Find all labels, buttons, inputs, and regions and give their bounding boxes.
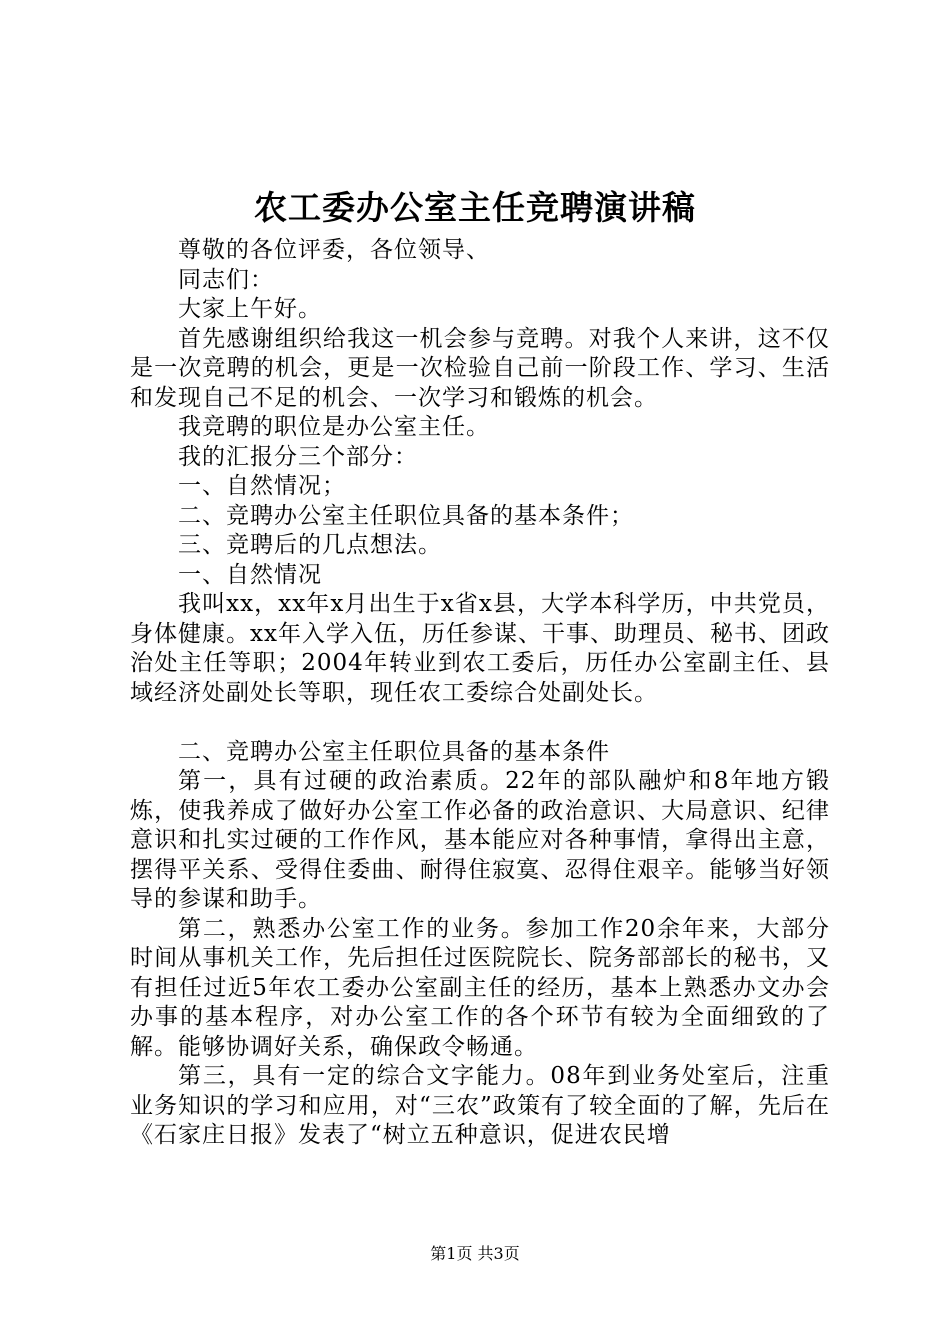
paragraph-intro: 首先感谢组织给我这一机会参与竞聘。对我个人来讲，这不仅是一次竞聘的机会，更是一次检验自己前一阶段工作、学习、生活和发现自己不足的机会、一次学习和锻炼的机会。 [130, 325, 830, 411]
document-title: 农工委办公室主任竞聘演讲稿 [254, 188, 696, 227]
paragraph-outline: 我的汇报分三个部分： [178, 443, 418, 470]
document-body [130, 236, 830, 1151]
paragraph-salutation: 尊敬的各位评委，各位领导、 [178, 237, 490, 263]
paragraph-outline-item-1: 一、自然情况； [178, 473, 346, 499]
paragraph-outline-item-3: 三、竞聘后的几点想法。 [178, 532, 442, 558]
paragraph-position: 我竞聘的职位是办公室主任。 [178, 414, 490, 440]
paragraph-greeting: 大家上午好。 [178, 296, 322, 322]
paragraph-third-condition: 第三，具有一定的综合文字能力。08年到业务处室后，注重业务知识的学习和应用，对“三农”政策有了较全面的了解，先后在《石家庄日报》发表了“树立五种意识，促进农民增 [130, 1063, 830, 1148]
section-heading-2: 二、竞聘办公室主任职位具备的基本条件 [178, 738, 610, 765]
section-heading-1: 一、自然情况 [178, 561, 322, 588]
paragraph-outline-item-2: 二、竞聘办公室主任职位具备的基本条件； [178, 502, 634, 529]
paragraph-gap [130, 708, 830, 738]
page-footer: 第1页 共3页 [430, 1244, 520, 1263]
paragraph-comrades: 同志们： [178, 266, 274, 293]
paragraph-second-condition: 第二，熟悉办公室工作的业务。参加工作20余年来，大部分时间从事机关工作，先后担任过医院院长、院务部部长的秘书，又有担任过近5年农工委办公室副主任的经历，基本上熟悉办文办会办事的基本程序，对办公室工作的各个环节有较为全面细致的了解。能够协调好关系，确保政令畅通。 [130, 915, 830, 1060]
paragraph-first-condition: 第一，具有过硬的政治素质。22年的部队融炉和8年地方锻炼，使我养成了做好办公室工作必备的政治意识、大局意识、纪律意识和扎实过硬的工作作风，基本能应对各种事情，拿得出主意，摆得平关系、受得住委曲、耐得住寂寞、忍得住艰辛。能够当好领导的参谋和助手。 [130, 768, 830, 912]
paragraph-personal-info: 我叫xx，xx年x月出生于x省x县，大学本科学历，中共党员，身体健康。xx年入学入伍，历任参谋、干事、助理员、秘书、团政治处主任等职；2004年转业到农工委后，历任办公室副主任、县域经济处副处长等职，现任农工委综合处副处长。 [130, 591, 830, 706]
